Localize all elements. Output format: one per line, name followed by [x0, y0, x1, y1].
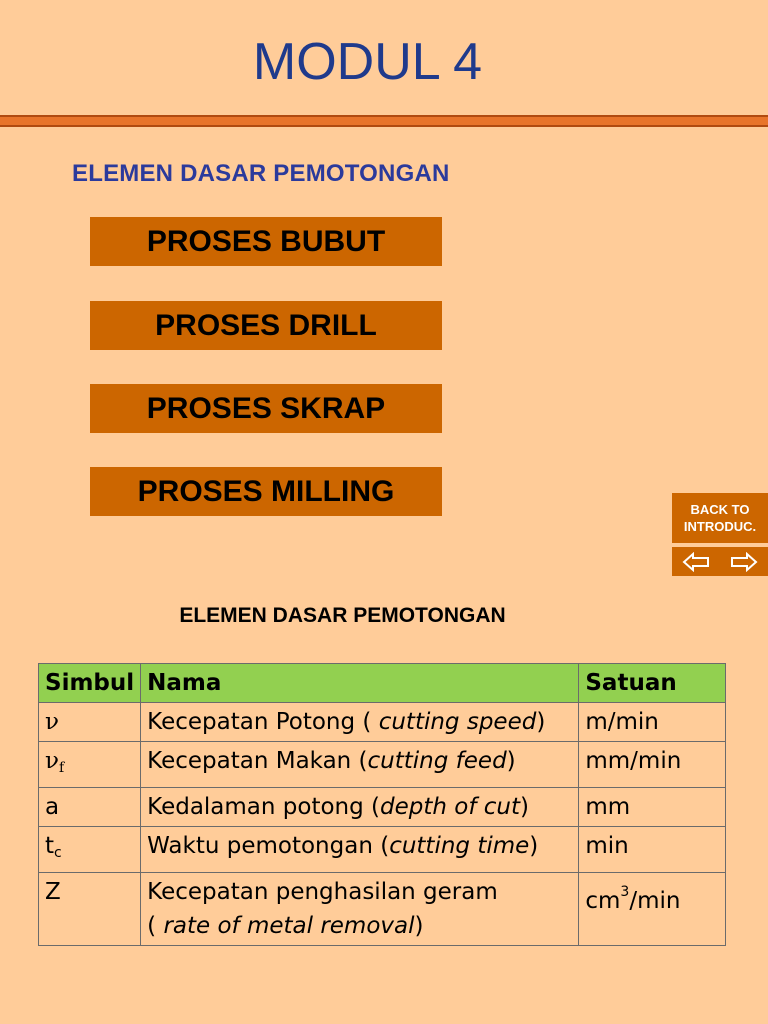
header-simbul: Simbul — [39, 664, 141, 703]
name-text: Kedalaman potong ( — [147, 794, 381, 820]
symbol-text: t — [45, 833, 55, 859]
cutting-parameters-table — [38, 663, 726, 946]
proses-milling-button[interactable]: PROSES MILLING — [90, 467, 442, 516]
symbol-text: ν — [45, 748, 59, 774]
slide-navigation — [672, 547, 768, 576]
unit-superscript: 3 — [620, 884, 630, 900]
table-header-row — [39, 664, 726, 703]
symbol-subscript: c — [54, 845, 62, 861]
unit-text: mm — [585, 794, 631, 820]
name-cell — [141, 703, 579, 742]
name-text: Kecepatan Potong ( — [147, 709, 379, 735]
name-text: Kecepatan Makan ( — [147, 748, 368, 774]
proses-skrap-button[interactable]: PROSES SKRAP — [90, 384, 442, 433]
unit-text: m/min — [585, 709, 659, 735]
unit-text: mm/min — [585, 748, 682, 774]
unit-cell — [579, 703, 726, 742]
unit-text: min — [585, 833, 629, 859]
name-italic: cutting feed — [367, 748, 507, 774]
back-label-line2: INTRODUC. — [683, 519, 757, 534]
name-end: ) — [536, 709, 546, 735]
name-text: Waktu pemotongan ( — [147, 833, 390, 859]
name-line2 — [147, 909, 572, 943]
section-heading: ELEMEN DASAR PEMOTONGAN — [72, 160, 450, 187]
name-end: ) — [520, 794, 529, 820]
table-row — [39, 703, 726, 742]
symbol-subscript: f — [58, 760, 65, 776]
unit-cell — [579, 742, 726, 788]
header-nama: Nama — [141, 664, 579, 703]
symbol-cell — [39, 703, 141, 742]
right-arrow-icon[interactable] — [728, 550, 760, 574]
symbol-cell — [39, 873, 141, 946]
symbol-text: ν — [45, 709, 59, 735]
title-divider — [0, 115, 768, 127]
name-italic: depth of cut — [380, 794, 520, 820]
table-heading: ELEMEN DASAR PEMOTONGAN — [179, 604, 506, 627]
unit-text: cm — [585, 888, 621, 914]
table-row — [39, 788, 726, 827]
proses-bubut-button[interactable]: PROSES BUBUT — [90, 217, 442, 266]
name-cell — [141, 827, 579, 873]
unit-end: /min — [629, 888, 681, 914]
header-satuan: Satuan — [579, 664, 726, 703]
name-line2-end: ) — [414, 913, 424, 939]
name-italic: cutting time — [389, 833, 530, 859]
table-row — [39, 827, 726, 873]
name-end: ) — [506, 748, 516, 774]
symbol-text: Z — [45, 879, 61, 905]
table-row — [39, 742, 726, 788]
name-line2-pre: ( — [147, 913, 164, 939]
name-italic: cutting speed — [378, 709, 537, 735]
unit-cell — [579, 873, 726, 946]
symbol-text: a — [45, 794, 60, 820]
name-end: ) — [529, 833, 539, 859]
left-arrow-icon[interactable] — [680, 550, 712, 574]
name-cell — [141, 742, 579, 788]
back-label-line1: BACK TO — [690, 502, 750, 517]
name-text: Kecepatan penghasilan geram — [147, 879, 498, 905]
name-line2-italic: rate of metal removal — [163, 913, 415, 939]
symbol-cell — [39, 788, 141, 827]
symbol-cell — [39, 742, 141, 788]
back-to-introduction-button[interactable] — [672, 493, 768, 543]
name-cell — [141, 788, 579, 827]
table-row — [39, 873, 726, 946]
name-cell — [141, 873, 579, 946]
unit-cell — [579, 788, 726, 827]
proses-drill-button[interactable]: PROSES DRILL — [90, 301, 442, 350]
page-title: MODUL 4 — [252, 33, 483, 91]
unit-cell — [579, 827, 726, 873]
symbol-cell — [39, 827, 141, 873]
